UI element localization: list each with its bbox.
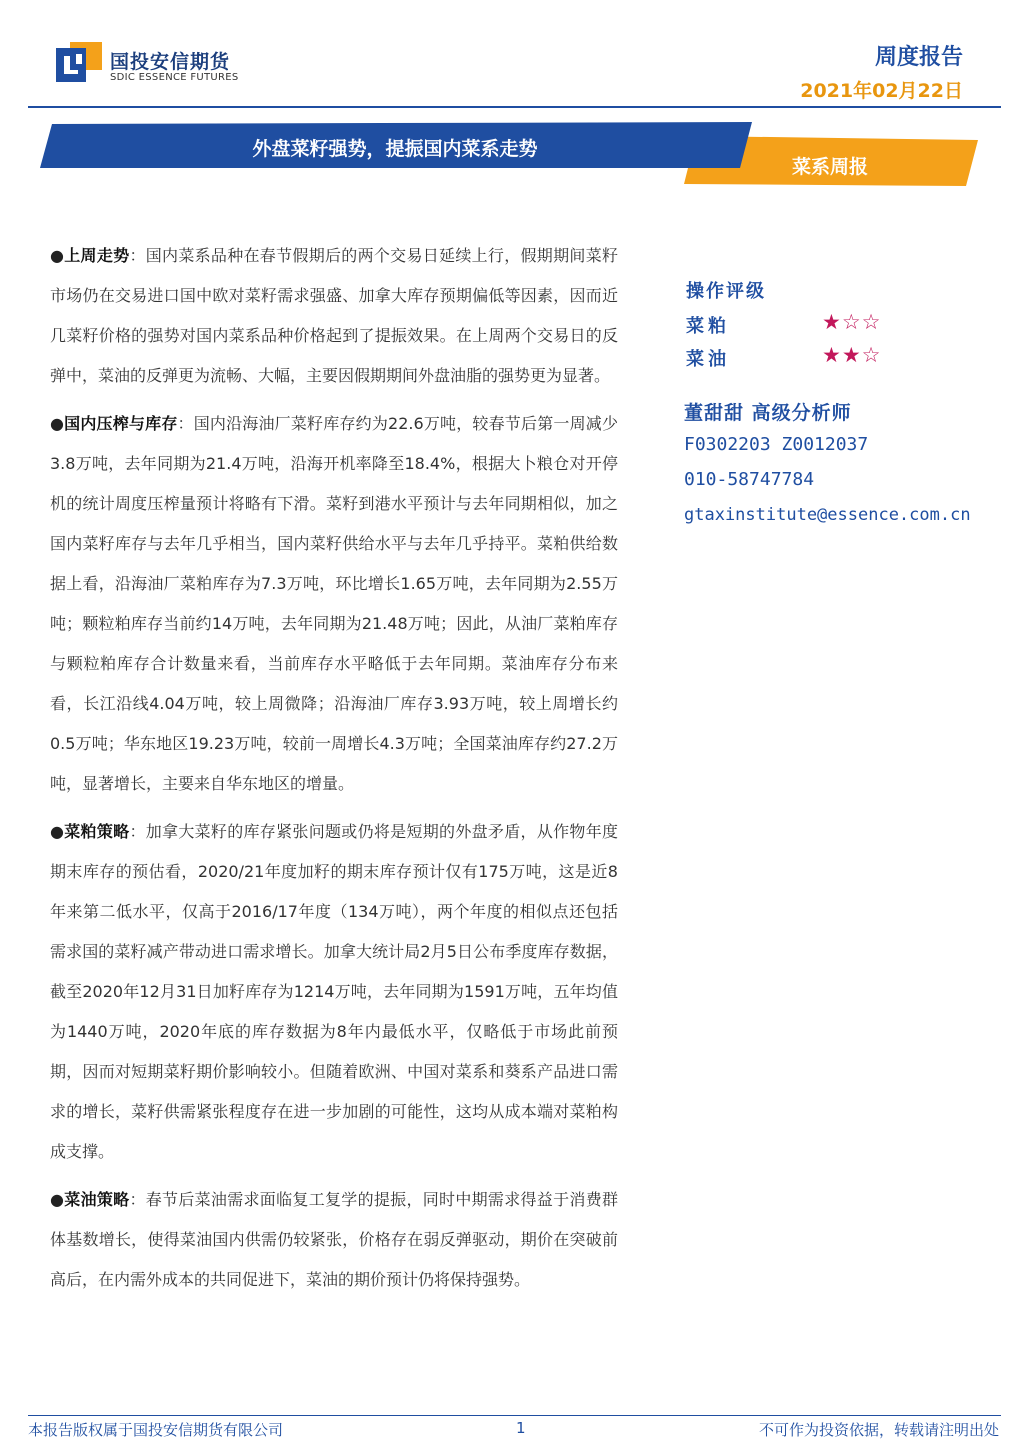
section-lead: 菜粕策略 (64, 822, 130, 841)
section-lead: 国内压榨与库存 (64, 414, 178, 433)
paragraph-text: ：春节后菜油需求面临复工复学的提振，同时中期需求得益于消费群体基数增长，使得菜油国内供需仍较紧张，价格存在弱反弹驱动，期价在突破前高后，在内需外成本的共同促进下，菜油的期价预计仍将保持强势。 (50, 1190, 618, 1289)
paragraph-last-week (50, 236, 618, 396)
header-divider (28, 106, 1001, 108)
rating-row-meal (686, 312, 906, 340)
rating-label: 菜油 (686, 349, 730, 370)
paragraph-meal-strategy (50, 812, 618, 1172)
bullet-icon: ● (50, 246, 65, 265)
paragraph-text: ：国内沿海油厂菜籽库存约为22.6万吨，较春节后第一周减少3.8万吨，去年同期为21.4万吨，沿海开机率降至18.4%，根据大卜粮仓对开停机的统计周度压榨量预计将略有下滑。菜籽到港水平预计与去年同期相似，加之国内菜籽库存与去年几乎相当，国内菜籽供给水平与去年几乎持平。菜粕供给数据上看，沿海油厂菜粕库存为7.3万吨，环比增长1.65万吨，去年同期为2.55万吨；颗粒粕库存当前约14万吨，去年同期为21.48万吨；因此，从油厂菜粕库存与颗粒粕库存合计数量来看，当前库存水平略低于去年同期。菜油库存分布来看，长江沿线4.04万吨，较上周微降；沿海油厂库存3.93万吨，较上周增长约0.5万吨；华东地区19.23万吨，较前一周增长4.3万吨；全国菜油库存约27.2万吨，显著增长，主要来自华东地区的增量。 (50, 414, 618, 793)
report-category-tag: 菜系周报 (791, 156, 868, 178)
logo-mark-icon (56, 42, 102, 82)
paragraph-text: ：国内菜系品种在春节假期后的两个交易日延续上行，假期期间菜籽市场仍在交易进口国中欧对菜籽需求强盛、加拿大库存预期偏低等因素，因而近几菜籽价格的强势对国内菜系品种价格起到了提振效果。在上周两个交易日的反弹中，菜油的反弹更为流畅、大幅，主要因假期期间外盘油脂的强势更为显著。 (50, 246, 618, 385)
paragraph-oil-strategy (50, 1180, 618, 1300)
rating-label: 菜粕 (686, 316, 730, 337)
page-number: 1 (516, 1419, 526, 1437)
footer-disclaimer: 不可作为投资依据，转载请注明出处 (758, 1421, 999, 1439)
report-headline: 外盘菜籽强势，提振国内菜系走势 (252, 138, 538, 160)
analyst-phone: 010-58747784 (684, 469, 815, 490)
section-lead: 上周走势 (64, 246, 130, 265)
paragraph-text: ：加拿大菜籽的库存紧张问题或仍将是短期的外盘矛盾，从作物年度期末库存的预估看，2020/21年度加籽的期末库存预计仅有175万吨，这是近8年来第二低水平，仅高于2016/17年度（134万吨），两个年度的相似点还包括需求国的菜籽减产带动进口需求增长。加拿大统计局2月5日公布季度库存数据，截至2020年12月31日加籽库存为1214万吨，去年同期为1591万吨，五年均值为1440万吨，2020年底的库存数据为8年内最低水平，仅略低于市场此前预期，因而对短期菜籽期价影响较小。但随着欧洲、中国对菜系和葵系产品进口需求的增长，菜籽供需紧张程度存在进一步加剧的可能性，这均从成本端对菜粕构成支撑。 (50, 822, 618, 1161)
footer-copyright: 本报告版权属于国投安信期货有限公司 (28, 1421, 284, 1439)
analyst-email[interactable]: gtaxinstitute@essence.com.cn (684, 505, 971, 525)
analyst-name: 董甜甜 高级分析师 (684, 402, 852, 424)
logo-name-cn: 国投安信期货 (110, 51, 231, 73)
analyst-license: F0302203 Z0012037 (684, 434, 869, 455)
paragraph-crush-inventory (50, 404, 618, 804)
footer-divider (28, 1415, 1001, 1416)
star-rating-icon: ★☆☆ (822, 310, 882, 334)
bullet-icon: ● (50, 1190, 65, 1209)
rating-section-title: 操作评级 (686, 281, 766, 302)
report-type: 周度报告 (874, 45, 963, 70)
bullet-icon: ● (50, 414, 65, 433)
report-body (50, 236, 618, 1308)
logo-name-en: SDIC ESSENCE FUTURES (110, 72, 239, 83)
rating-row-oil (686, 345, 906, 373)
bullet-icon: ● (50, 822, 65, 841)
section-lead: 菜油策略 (64, 1190, 130, 1209)
report-date: 2021年02月22日 (800, 80, 963, 102)
star-rating-icon: ★★☆ (822, 343, 882, 367)
